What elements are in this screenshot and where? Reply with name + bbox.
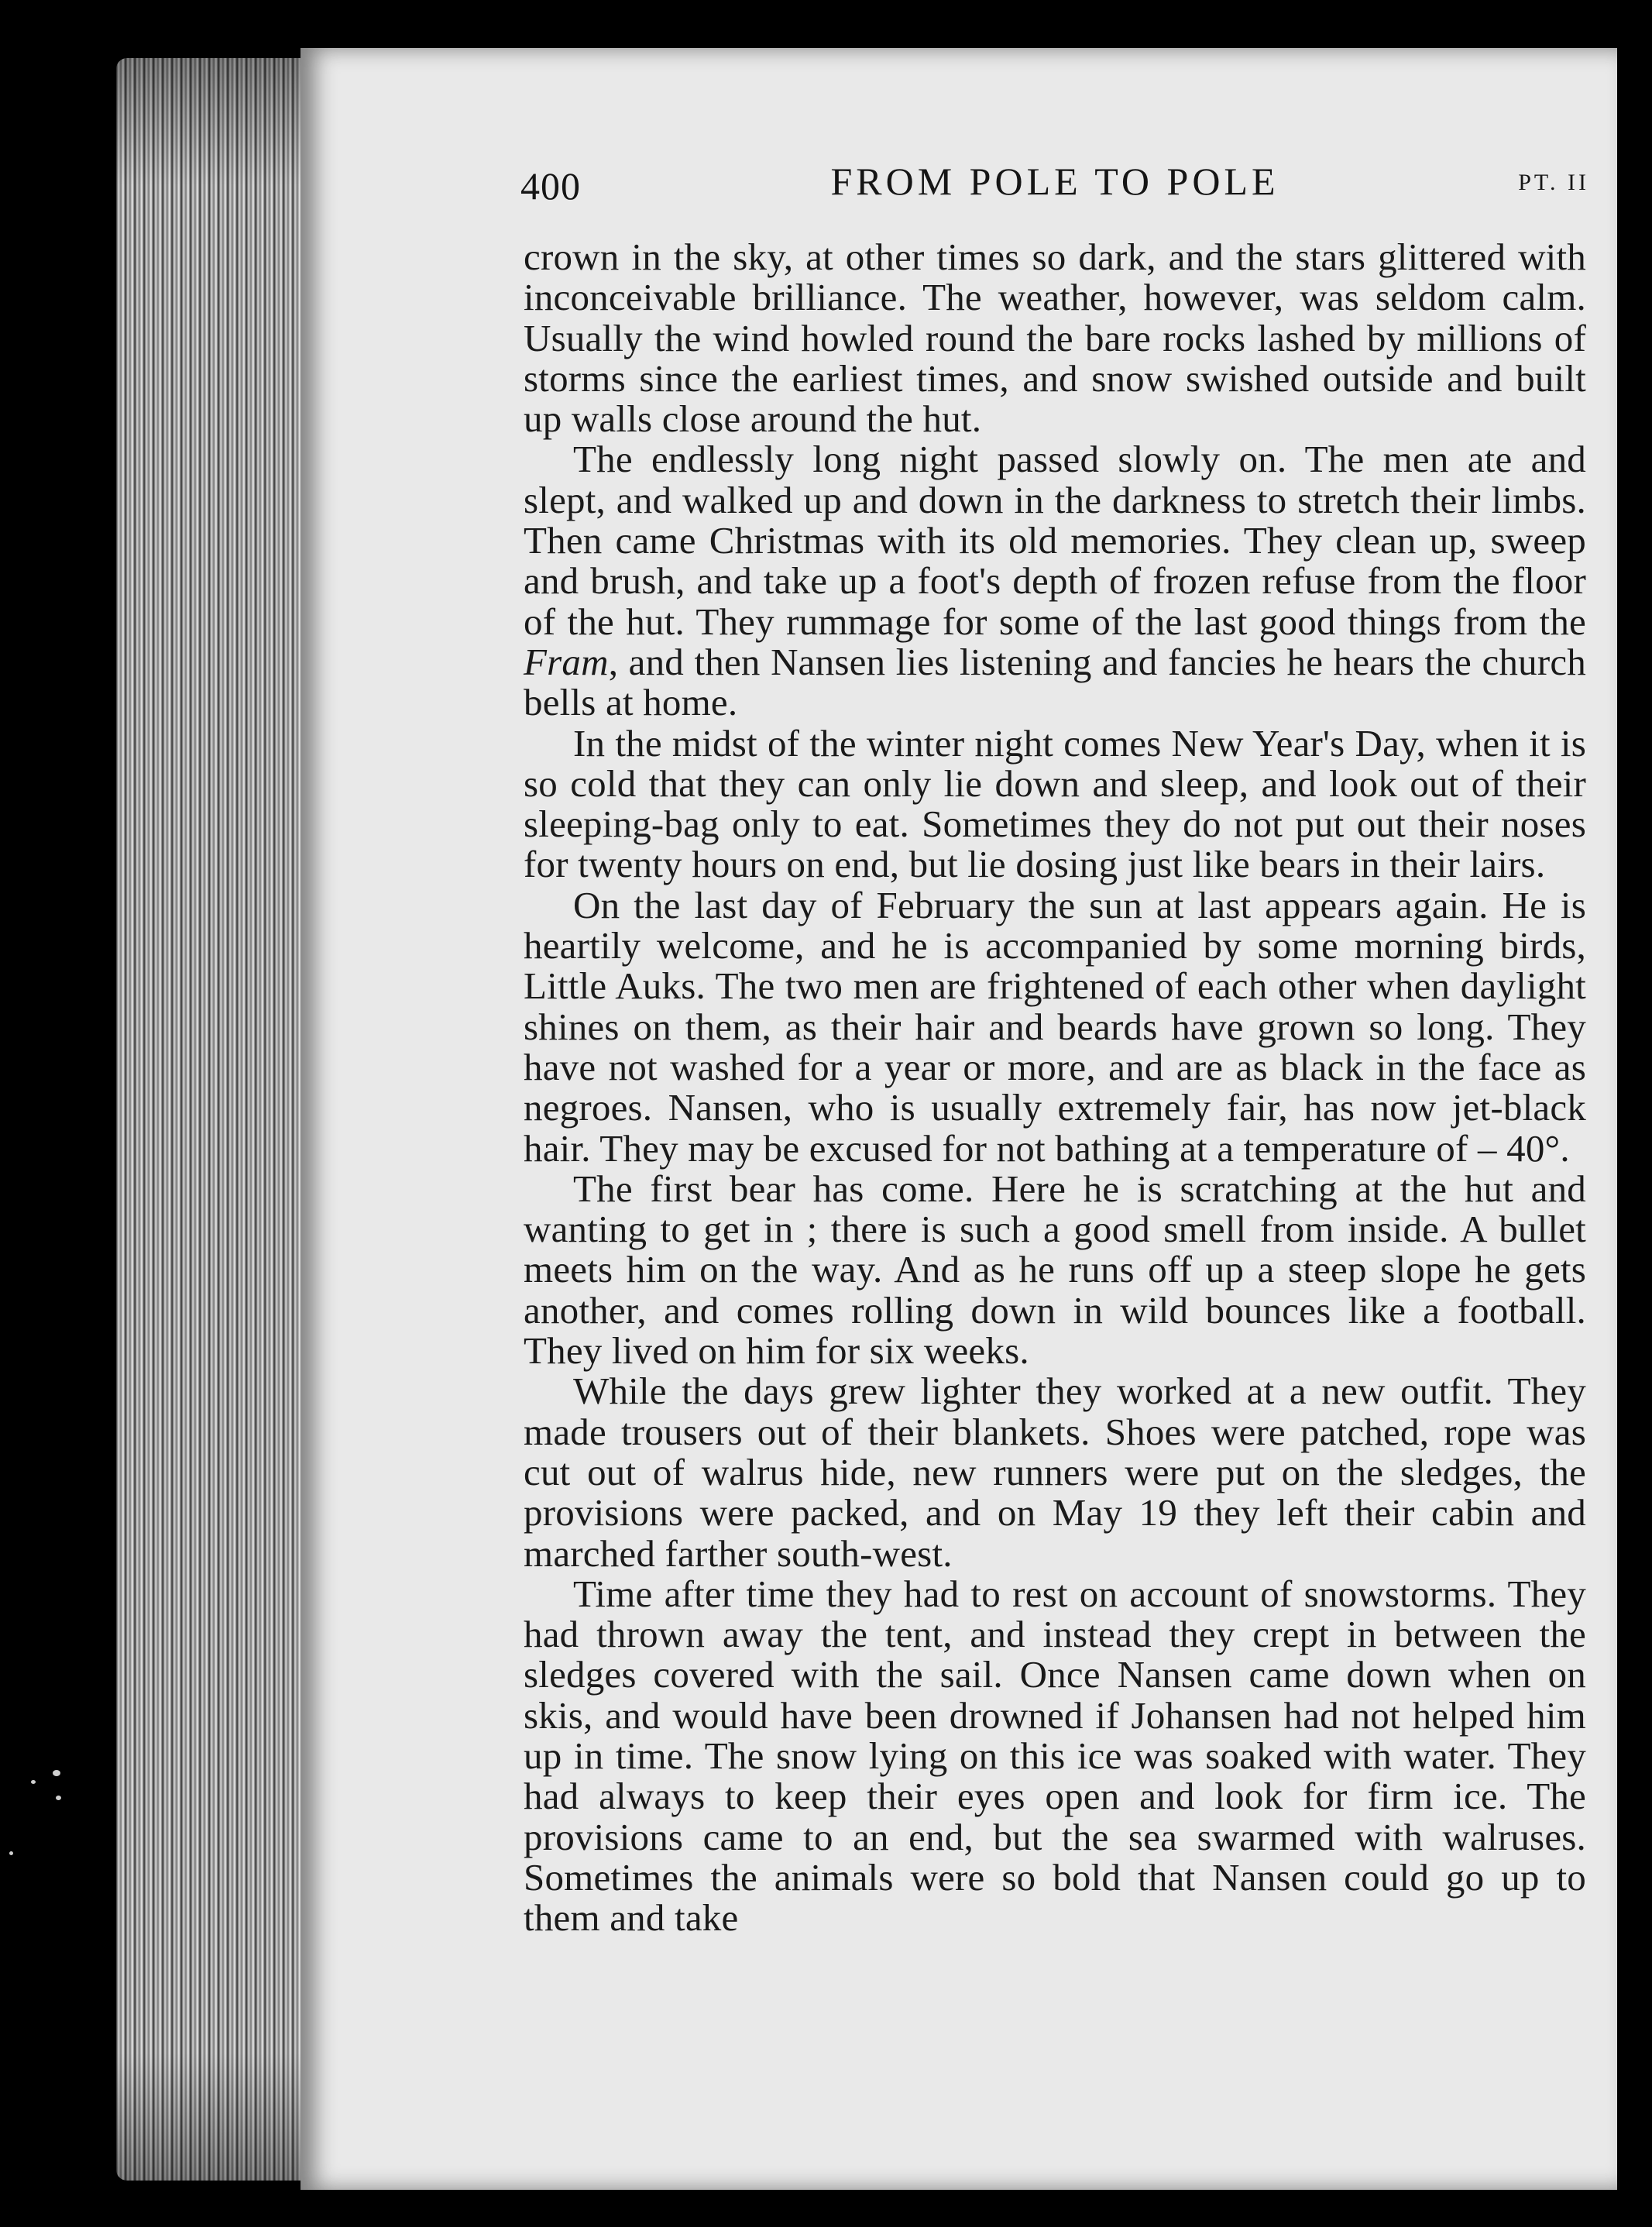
paragraph (524, 237, 1586, 439)
paragraph (524, 723, 1586, 885)
body-text (524, 237, 1586, 1938)
dust-speck (31, 1780, 36, 1784)
dust-speck (53, 1770, 60, 1776)
paragraph-text: crown in the sky, at other times so dark, and the stars glittered with inconceivable brilliance. The weather, however, was seldom calm. Usually the wind howled round the bare rocks lashed by millions of storms since the earliest times, and snow swished outside and built up walls close around the hut. (524, 235, 1586, 441)
running-title: FROM POLE TO POLE (830, 160, 1279, 203)
paragraph-text: On the last day of February the sun at last appears again. He is heartily welcome, and he is accompanied by some morning birds, Little Auks. The two men are frightened of each other when daylight shines on them, as their hair and beards have grown so long. They have not washed for a year or more, and are as black in the face as negroes. Nansen, who is usually extremely fair, has now jet-black hair. They may be excused for not bathing at a temperature of – 40°. (524, 883, 1586, 1170)
dust-speck (9, 1851, 13, 1855)
paragraph (524, 885, 1586, 1169)
paragraph-text: While the days grew lighter they worked at a new outfit. They made trousers out of their blankets. Shoes were patched, rope was cut out of walrus hide, new runners were put on the sledges, the provisions were packed, and on May 19 they left their cabin and marched farther south-west. (524, 1370, 1586, 1575)
paragraph (524, 1574, 1586, 1939)
ship-name: Fram (524, 640, 609, 683)
paragraph (524, 1169, 1586, 1371)
paragraph-text: The first bear has come. Here he is scratching at the hut and wanting to get in ; there is such a good smell from inside. A bullet meets him on the way. And as he runs off up a steep slope he gets another, and comes rolling down in wild bounces like a football. They lived on him for six weeks. (524, 1167, 1586, 1373)
paragraph-text: The endlessly long night passed slowly on. The men ate and slept, and walked up and down in the darkness to stretch their limbs. Then came Christmas with its old memories. They clean up, sweep and brush, and take up a foot's depth of frozen refuse from the floor of the hut. They rummage for some of the last good things from the (524, 438, 1586, 643)
paragraph-text: In the midst of the winter night comes New Year's Day, when it is so cold that they can only lie down and sleep, and look out of their sleeping-bag only to eat. Sometimes they do not put out their noses for twenty hours on end, but lie dosing just like bears in their lairs. (524, 721, 1586, 886)
running-head (520, 159, 1589, 213)
paragraph (524, 1371, 1586, 1573)
dust-speck (56, 1796, 61, 1800)
page-edge-shadow (116, 58, 302, 2181)
part-label: PT. II (1518, 170, 1589, 195)
paragraph (524, 439, 1586, 723)
paragraph-text: , and then Nansen lies listening and fancies he hears the church bells at home. (524, 640, 1586, 724)
paragraph-text: Time after time they had to rest on account of snowstorms. They had thrown away the tent, and instead they crept in between the sledges covered with the sail. Once Nansen came down when on skis, and would have been drowned if Johansen had not helped him up in time. The snow lying on this ice was soaked with water. They had always to keep their eyes open and look for firm ice. The provisions came to an end, but the sea swarmed with walruses. Sometimes the animals were so bold that Nansen could go up to them and take (524, 1572, 1586, 1940)
page-number: 400 (520, 164, 581, 208)
